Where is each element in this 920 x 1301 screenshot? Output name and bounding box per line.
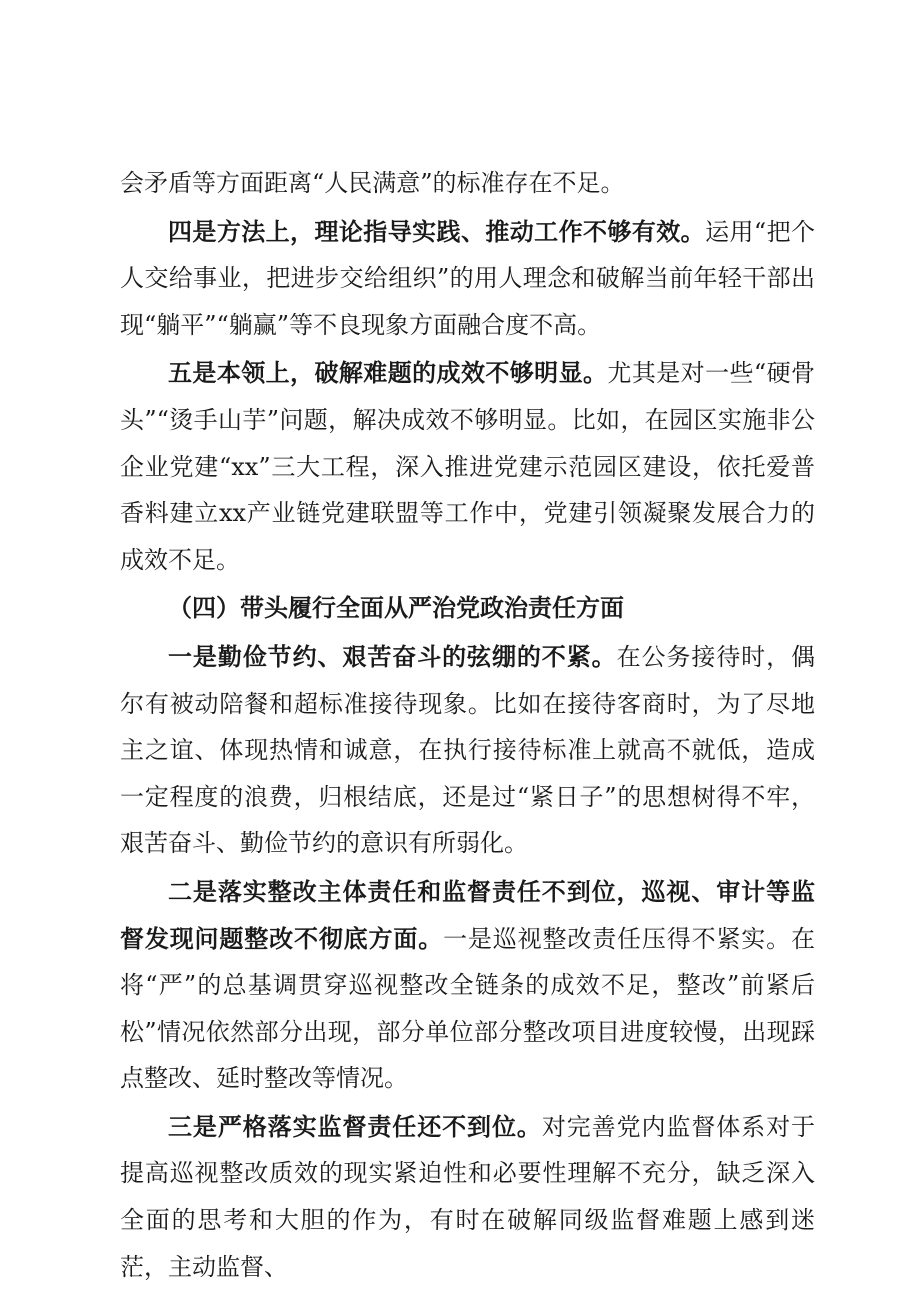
paragraph-text: 对完善党内监督体系对于提高巡视整改质效的现实紧迫性和必要性理解不充分，缺乏深入全面的思考和大胆的作为，有时在破解同级监督难题上感到迷茫，主动监督、: [120, 1112, 816, 1281]
paragraph-method: [120, 209, 815, 349]
document-body: [120, 160, 815, 1292]
section-heading: （四）带头履行全面从严治党政治责任方面: [168, 593, 624, 623]
paragraph-lead: 二是落实整改主体责任和监督责任不到位，巡视、审计等监督发现问题整改不彻底方面。: [120, 876, 815, 953]
paragraph-text: 在公务接待时，偶尔有被动陪餐和超标准接待现象。比如在接待客商时，为了尽地主之谊、体现热情和诚意，在执行接待标准上就高不就低，造成一定程度的浪费，归根结底，还是过“紧日子”的思想树得不牢，艰苦奋斗、勤俭节约的意识有所弱化。: [120, 642, 816, 858]
paragraph-text: 运用“把个人交给事业，把进步交给组织”的用人理念和破解当前年轻干部出现“躺平”“躺赢”等不良现象方面融合度不高。: [120, 217, 815, 339]
paragraph-supervision: [120, 1104, 815, 1290]
paragraph-lead: 三是严格落实监督责任还不到位。: [168, 1111, 542, 1141]
paragraph-text: 尤其是对一些“硬骨头”“烫手山芋”问题，解决成效不够明显。比如，在园区实施非公企业党建“xx”三大工程，深入推进党建示范园区建设，依托爱普香料建立xx产业链党建联盟等工作中，党建引领凝聚发展合力的成效不足。: [120, 359, 815, 574]
paragraph-lead: 五是本领上，破解难题的成效不够明显。: [168, 358, 608, 388]
paragraph-text: 会矛盾等方面距离“人民满意”的标准存在不足。: [120, 169, 625, 197]
paragraph-text: 一是巡视整改责任压得不紧实。在将“严”的总基调贯穿巡视整改全链条的成效不足，整改”前紧后松”情况依然部分出现，部分单位部分整改项目进度较慢，出现踩点整改、延时整改等情况。: [120, 924, 816, 1093]
paragraph-lead: 一是勤俭节约、艰苦奋斗的弦绷的不紧。: [168, 641, 617, 671]
paragraph-continuation: [120, 160, 815, 207]
paragraph-lead: 四是方法上，理论指导实践、推动工作不够有效。: [168, 216, 706, 246]
paragraph-rectification: [120, 869, 815, 1102]
paragraph-frugality: [120, 634, 815, 867]
paragraph-capability: [120, 350, 815, 583]
